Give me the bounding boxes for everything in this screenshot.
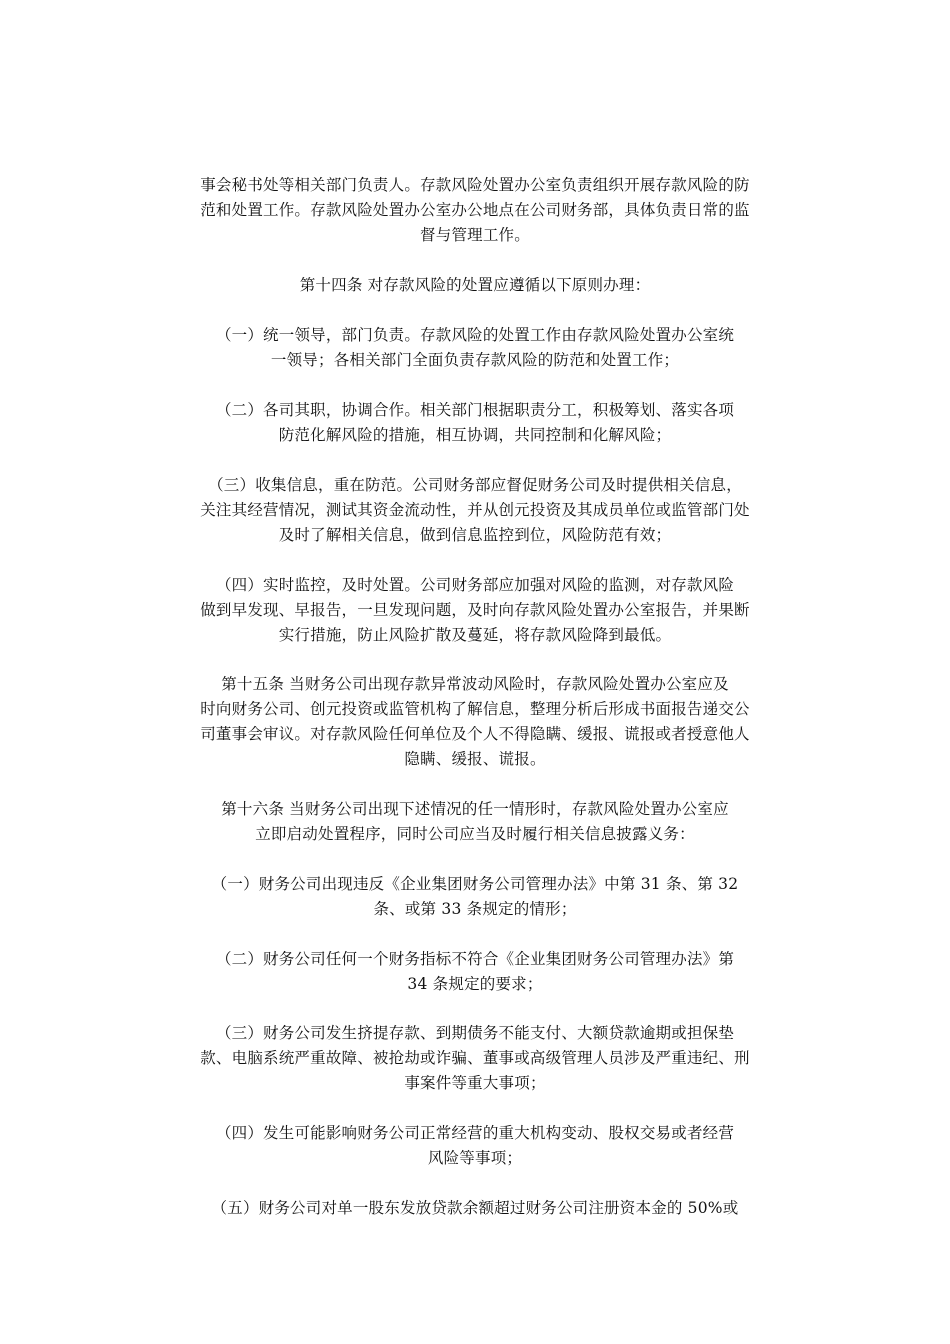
text-line: 立即启动处置程序，同时公司应当及时履行相关信息披露义务： [255,825,695,843]
text-line: 34 条规定的要求； [407,975,543,993]
text-line: （四）实时监控，及时处置。公司财务部应加强对风险的监测，对存款风险 [215,576,735,594]
text-line: 实行措施，防止风险扩散及蔓延，将存款风险降到最低。 [278,626,672,644]
text-line: 督与管理工作。 [420,226,530,244]
article-14-heading [178,273,772,298]
condition-3 [178,1021,772,1096]
article-15 [178,672,772,772]
principle-2 [178,398,772,448]
principle-3 [178,473,772,548]
text-line: （二）各司其职，协调合作。相关部门根据职责分工，积极筹划、落实各项 [215,401,735,419]
text-line: 款、电脑系统严重故障、被抢劫或诈骗、董事或高级管理人员涉及严重违纪、刑 [200,1049,750,1067]
text-line: 隐瞒、缓报、谎报。 [404,750,546,768]
text-line: （一）财务公司出现违反《企业集团财务公司管理办法》中第 31 条、第 32 [211,875,739,893]
text-line: 及时了解相关信息，做到信息监控到位，风险防范有效； [278,526,672,544]
principle-1 [178,323,772,373]
text-line: 第十六条 当财务公司出现下述情况的任一情形时，存款风险处置办公室应 [221,800,729,818]
condition-4 [178,1121,772,1171]
article-16 [178,797,772,847]
condition-1 [178,872,772,922]
condition-2 [178,947,772,997]
text-line: 事会秘书处等相关部门负责人。存款风险处置办公室负责组织开展存款风险的防 [200,176,750,194]
condition-5 [178,1196,772,1221]
text-line: 时向财务公司、创元投资或监管机构了解信息，整理分析后形成书面报告递交公 [200,700,750,718]
text-line: 条、或第 33 条规定的情形； [373,900,577,918]
text-line: 范和处置工作。存款风险处置办公室办公地点在公司财务部，具体负责日常的监 [200,201,750,219]
text-line: （二）财务公司任何一个财务指标不符合《企业集团财务公司管理办法》第 [215,950,735,968]
paragraph-office-duties [178,173,772,248]
principle-4 [178,573,772,648]
text-line: （四）发生可能影响财务公司正常经营的重大机构变动、股权交易或者经营 [215,1124,735,1142]
text-line: 关注其经营情况，测试其资金流动性，并从创元投资及其成员单位或监管部门处 [200,501,750,519]
text-line: 第十五条 当财务公司出现存款异常波动风险时，存款风险处置办公室应及 [221,675,729,693]
text-line: 一领导；各相关部门全面负责存款风险的防范和处置工作； [270,351,680,369]
text-line: （三）收集信息，重在防范。公司财务部应督促财务公司及时提供相关信息， [208,476,742,494]
text-line: 第十四条 对存款风险的处置应遵循以下原则办理： [299,276,651,294]
text-line: 做到早发现、早报告，一旦发现问题，及时向存款风险处置办公室报告，并果断 [200,601,750,619]
text-line: 风险等事项； [427,1149,523,1167]
text-line: （一）统一领导，部门负责。存款风险的处置工作由存款风险处置办公室统 [215,326,735,344]
text-line: （五）财务公司对单一股东发放贷款余额超过财务公司注册资本金的 50%或 [211,1199,739,1217]
text-line: 司董事会审议。对存款风险任何单位及个人不得隐瞒、缓报、谎报或者授意他人 [200,725,750,743]
text-line: （三）财务公司发生挤提存款、到期债务不能支付、大额贷款逾期或担保垫 [215,1024,735,1042]
text-line: 防范化解风险的措施，相互协调，共同控制和化解风险； [278,426,672,444]
text-line: 事案件等重大事项； [404,1074,546,1092]
